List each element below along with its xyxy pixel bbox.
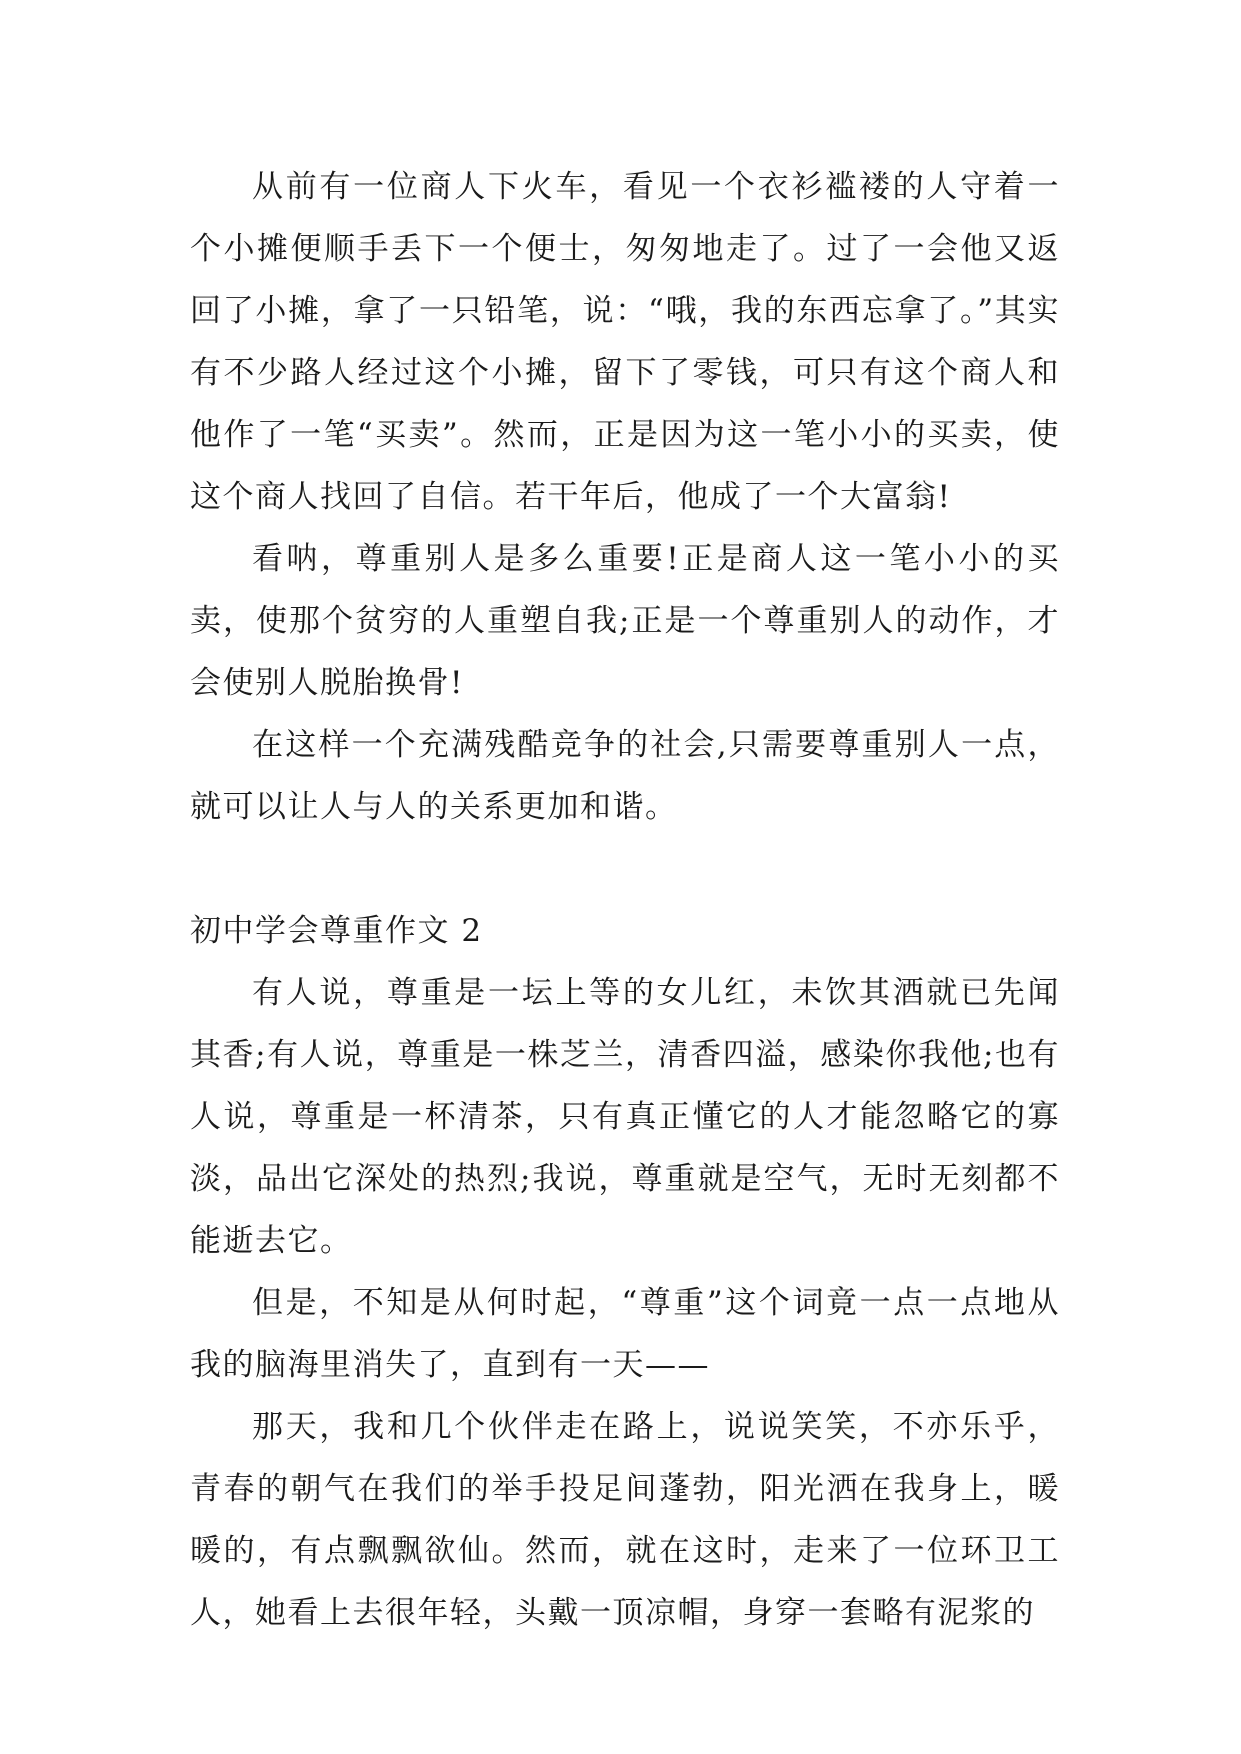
paragraph-harmony: 在这样一个充满残酷竞争的社会,只需要尊重别人一点，就可以让人与人的关系更加和谐。 bbox=[190, 727, 1060, 825]
document-body bbox=[190, 156, 1060, 1644]
paragraph-what-is-respect: 有人说，尊重是一坛上等的女儿红，未饮其酒就已先闻其香;有人说，尊重是一株芝兰，清香四溢，感染你我他;也有人说，尊重是一杯清茶，只有真正懂它的人才能忽略它的寡淡，品出它深处的热烈;我说，尊重就是空气，无时无刻都不能逝去它。 bbox=[190, 975, 1060, 1259]
section-heading: 初中学会尊重作文 2 bbox=[190, 913, 483, 949]
paragraph-that-day: 那天，我和几个伙伴走在路上，说说笑笑，不亦乐乎，青春的朝气在我们的举手投足间蓬勃，阳光洒在我身上，暖暖的，有点飘飘欲仙。然而，就在这时，走来了一位环卫工人，她看上去很年轻，头戴一顶凉帽，身穿一套略有泥浆的 bbox=[190, 1409, 1060, 1631]
paragraph-merchant-story: 从前有一位商人下火车，看见一个衣衫褴褛的人守着一个小摊便顺手丢下一个便士，匆匆地走了。过了一会他又返回了小摊，拿了一只铅笔，说：“哦，我的东西忘拿了。”其实有不少路人经过这个小摊，留下了零钱，可只有这个商人和他作了一笔“买卖”。然而，正是因为这一笔小小的买卖，使这个商人找回了自信。若干年后，他成了一个大富翁! bbox=[190, 169, 1060, 515]
paragraph-respect-fading: 但是，不知是从何时起，“尊重”这个词竟一点一点地从我的脑海里消失了，直到有一天—— bbox=[190, 1285, 1060, 1383]
paragraph-importance-of-respect: 看呐，尊重别人是多么重要!正是商人这一笔小小的买卖，使那个贫穷的人重塑自我;正是一个尊重别人的动作，才会使别人脱胎换骨! bbox=[190, 541, 1060, 701]
